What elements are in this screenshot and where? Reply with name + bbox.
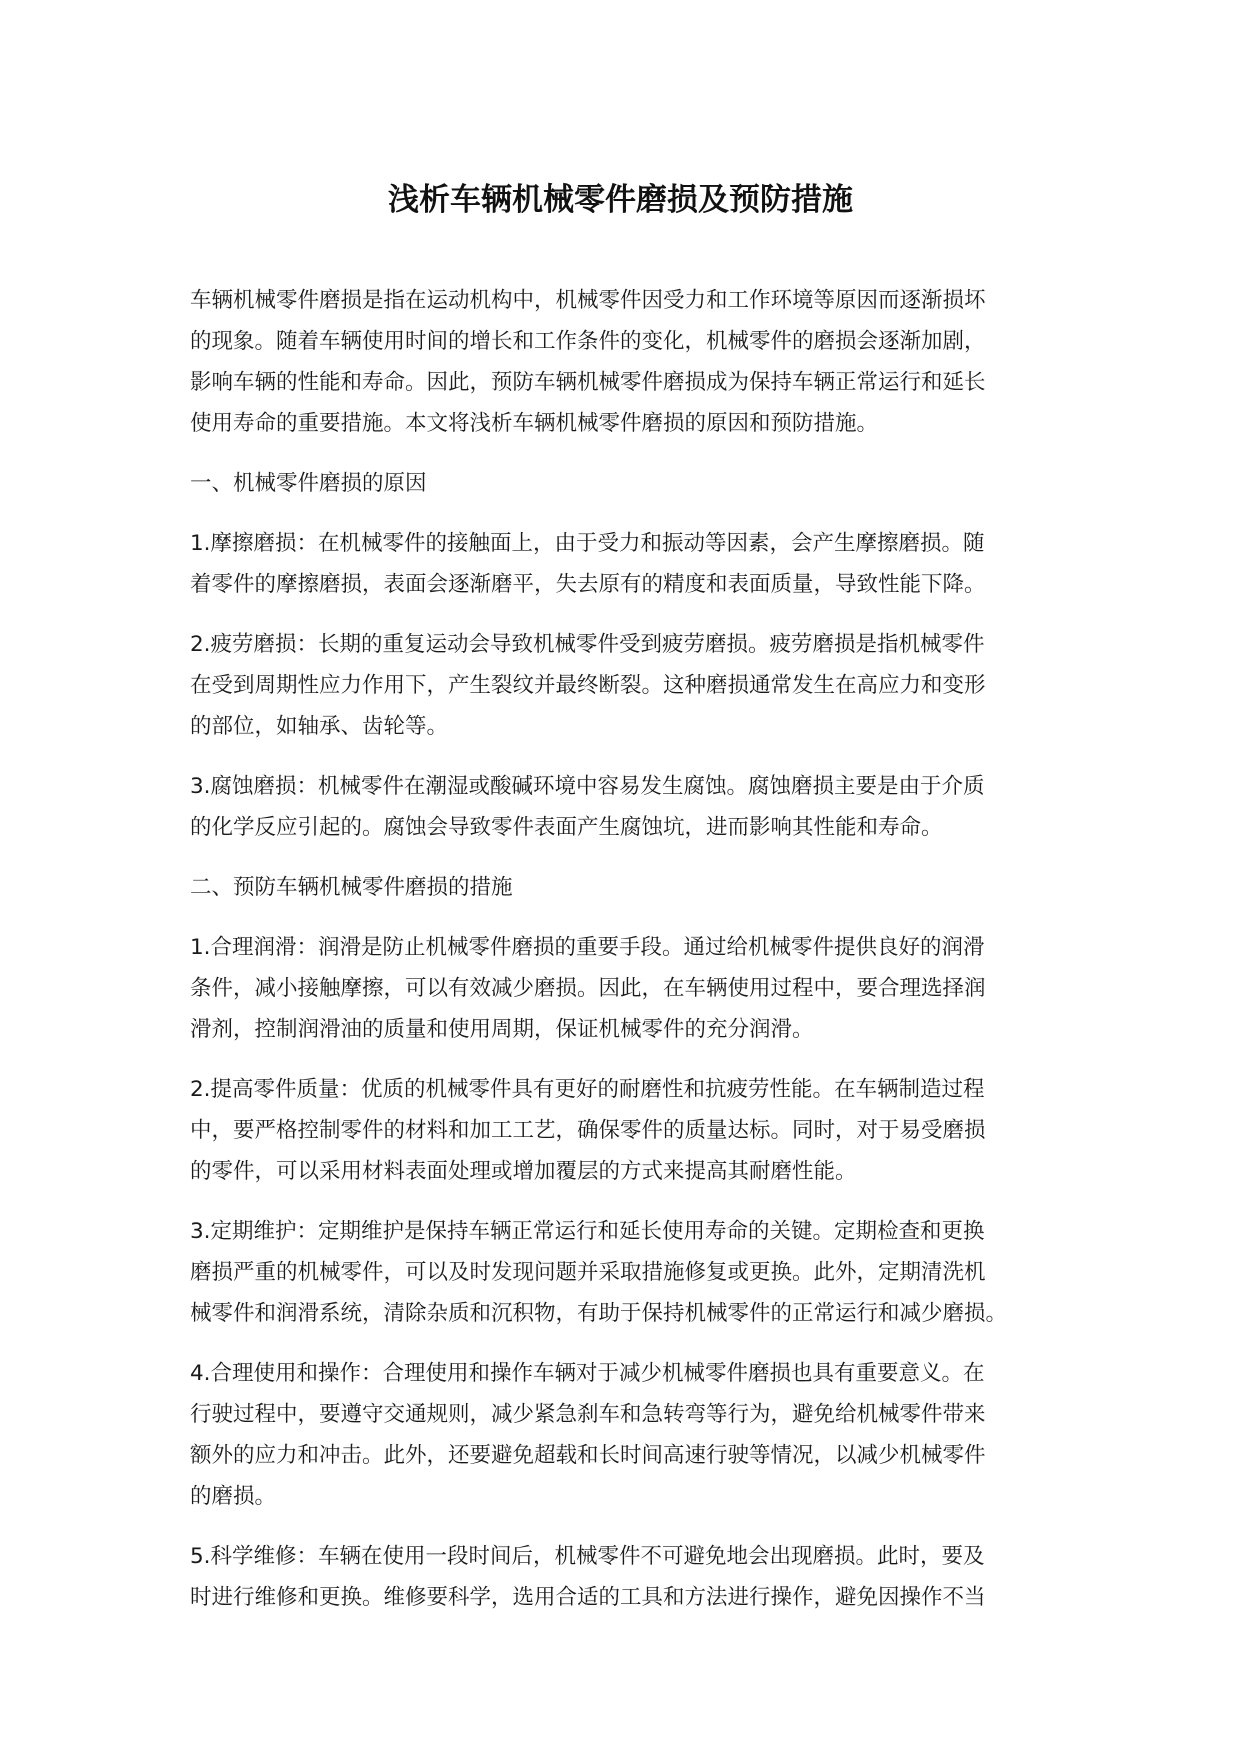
section-heading-causes <box>190 463 1070 504</box>
text-line: 影响车辆的性能和寿命。因此，预防车辆机械零件磨损成为保持车辆正常运行和延长 <box>190 370 986 395</box>
section-heading-prevention <box>190 867 1070 908</box>
text-line: 2.提高零件质量：优质的机械零件具有更好的耐磨性和抗疲劳性能。在车辆制造过程 <box>190 1077 985 1102</box>
measure-lubrication <box>190 927 1070 1050</box>
text-line: 1.合理润滑：润滑是防止机械零件磨损的重要手段。通过给机械零件提供良好的润滑 <box>190 935 985 960</box>
text-line: 的部位，如轴承、齿轮等。 <box>190 714 449 739</box>
measure-part-quality <box>190 1069 1070 1192</box>
cause-corrosion-wear <box>190 766 1070 848</box>
text-line: 中，要严格控制零件的材料和加工工艺，确保零件的质量达标。同时，对于易受磨损 <box>190 1118 986 1143</box>
text-line: 时进行维修和更换。维修要科学，选用合适的工具和方法进行操作，避免因操作不当 <box>190 1585 986 1610</box>
text-line: 使用寿命的重要措施。本文将浅析车辆机械零件磨损的原因和预防措施。 <box>190 411 879 436</box>
text-line: 着零件的摩擦磨损，表面会逐渐磨平，失去原有的精度和表面质量，导致性能下降。 <box>190 572 986 597</box>
text-line: 3.定期维护：定期维护是保持车辆正常运行和延长使用寿命的关键。定期检查和更换 <box>190 1219 985 1244</box>
document-body <box>190 280 1070 1637</box>
text-line: 3.腐蚀磨损：机械零件在潮湿或酸碱环境中容易发生腐蚀。腐蚀磨损主要是由于介质 <box>190 774 985 799</box>
measure-scientific-repair <box>190 1536 1070 1618</box>
text-line: 额外的应力和冲击。此外，还要避免超载和长时间高速行驶等情况，以减少机械零件 <box>190 1443 986 1468</box>
document-title: 浅析车辆机械零件磨损及预防措施 <box>388 182 853 218</box>
text-line: 的化学反应引起的。腐蚀会导致零件表面产生腐蚀坑，进而影响其性能和寿命。 <box>190 815 943 840</box>
text-line: 一、机械零件磨损的原因 <box>190 471 427 496</box>
cause-fatigue-wear <box>190 624 1070 747</box>
text-line: 在受到周期性应力作用下，产生裂纹并最终断裂。这种磨损通常发生在高应力和变形 <box>190 673 986 698</box>
text-line: 行驶过程中，要遵守交通规则，减少紧急刹车和急转弯等行为，避免给机械零件带来 <box>190 1402 986 1427</box>
measure-maintenance <box>190 1211 1070 1334</box>
text-line: 车辆机械零件磨损是指在运动机构中，机械零件因受力和工作环境等原因而逐渐损坏 <box>190 288 986 313</box>
text-line: 滑剂，控制润滑油的质量和使用周期，保证机械零件的充分润滑。 <box>190 1017 814 1042</box>
text-line: 的零件，可以采用材料表面处理或增加覆层的方式来提高其耐磨性能。 <box>190 1159 857 1184</box>
intro-paragraph <box>190 280 1070 444</box>
text-line: 4.合理使用和操作：合理使用和操作车辆对于减少机械零件磨损也具有重要意义。在 <box>190 1361 985 1386</box>
text-line: 磨损严重的机械零件，可以及时发现问题并采取措施修复或更换。此外，定期清洗机 <box>190 1260 986 1285</box>
text-line: 的磨损。 <box>190 1484 277 1509</box>
text-line: 1.摩擦磨损：在机械零件的接触面上，由于受力和振动等因素，会产生摩擦磨损。随 <box>190 531 985 556</box>
cause-friction-wear <box>190 523 1070 605</box>
text-line: 5.科学维修：车辆在使用一段时间后，机械零件不可避免地会出现磨损。此时，要及 <box>190 1544 985 1569</box>
text-line: 二、预防车辆机械零件磨损的措施 <box>190 875 513 900</box>
text-line: 的现象。随着车辆使用时间的增长和工作条件的变化，机械零件的磨损会逐渐加剧， <box>190 329 986 354</box>
text-line: 2.疲劳磨损：长期的重复运动会导致机械零件受到疲劳磨损。疲劳磨损是指机械零件 <box>190 632 985 657</box>
text-line: 械零件和润滑系统，清除杂质和沉积物，有助于保持机械零件的正常运行和减少磨损。 <box>190 1301 1008 1326</box>
text-line: 条件，减小接触摩擦，可以有效减少磨损。因此，在车辆使用过程中，要合理选择润 <box>190 976 986 1001</box>
measure-proper-operation <box>190 1353 1070 1517</box>
